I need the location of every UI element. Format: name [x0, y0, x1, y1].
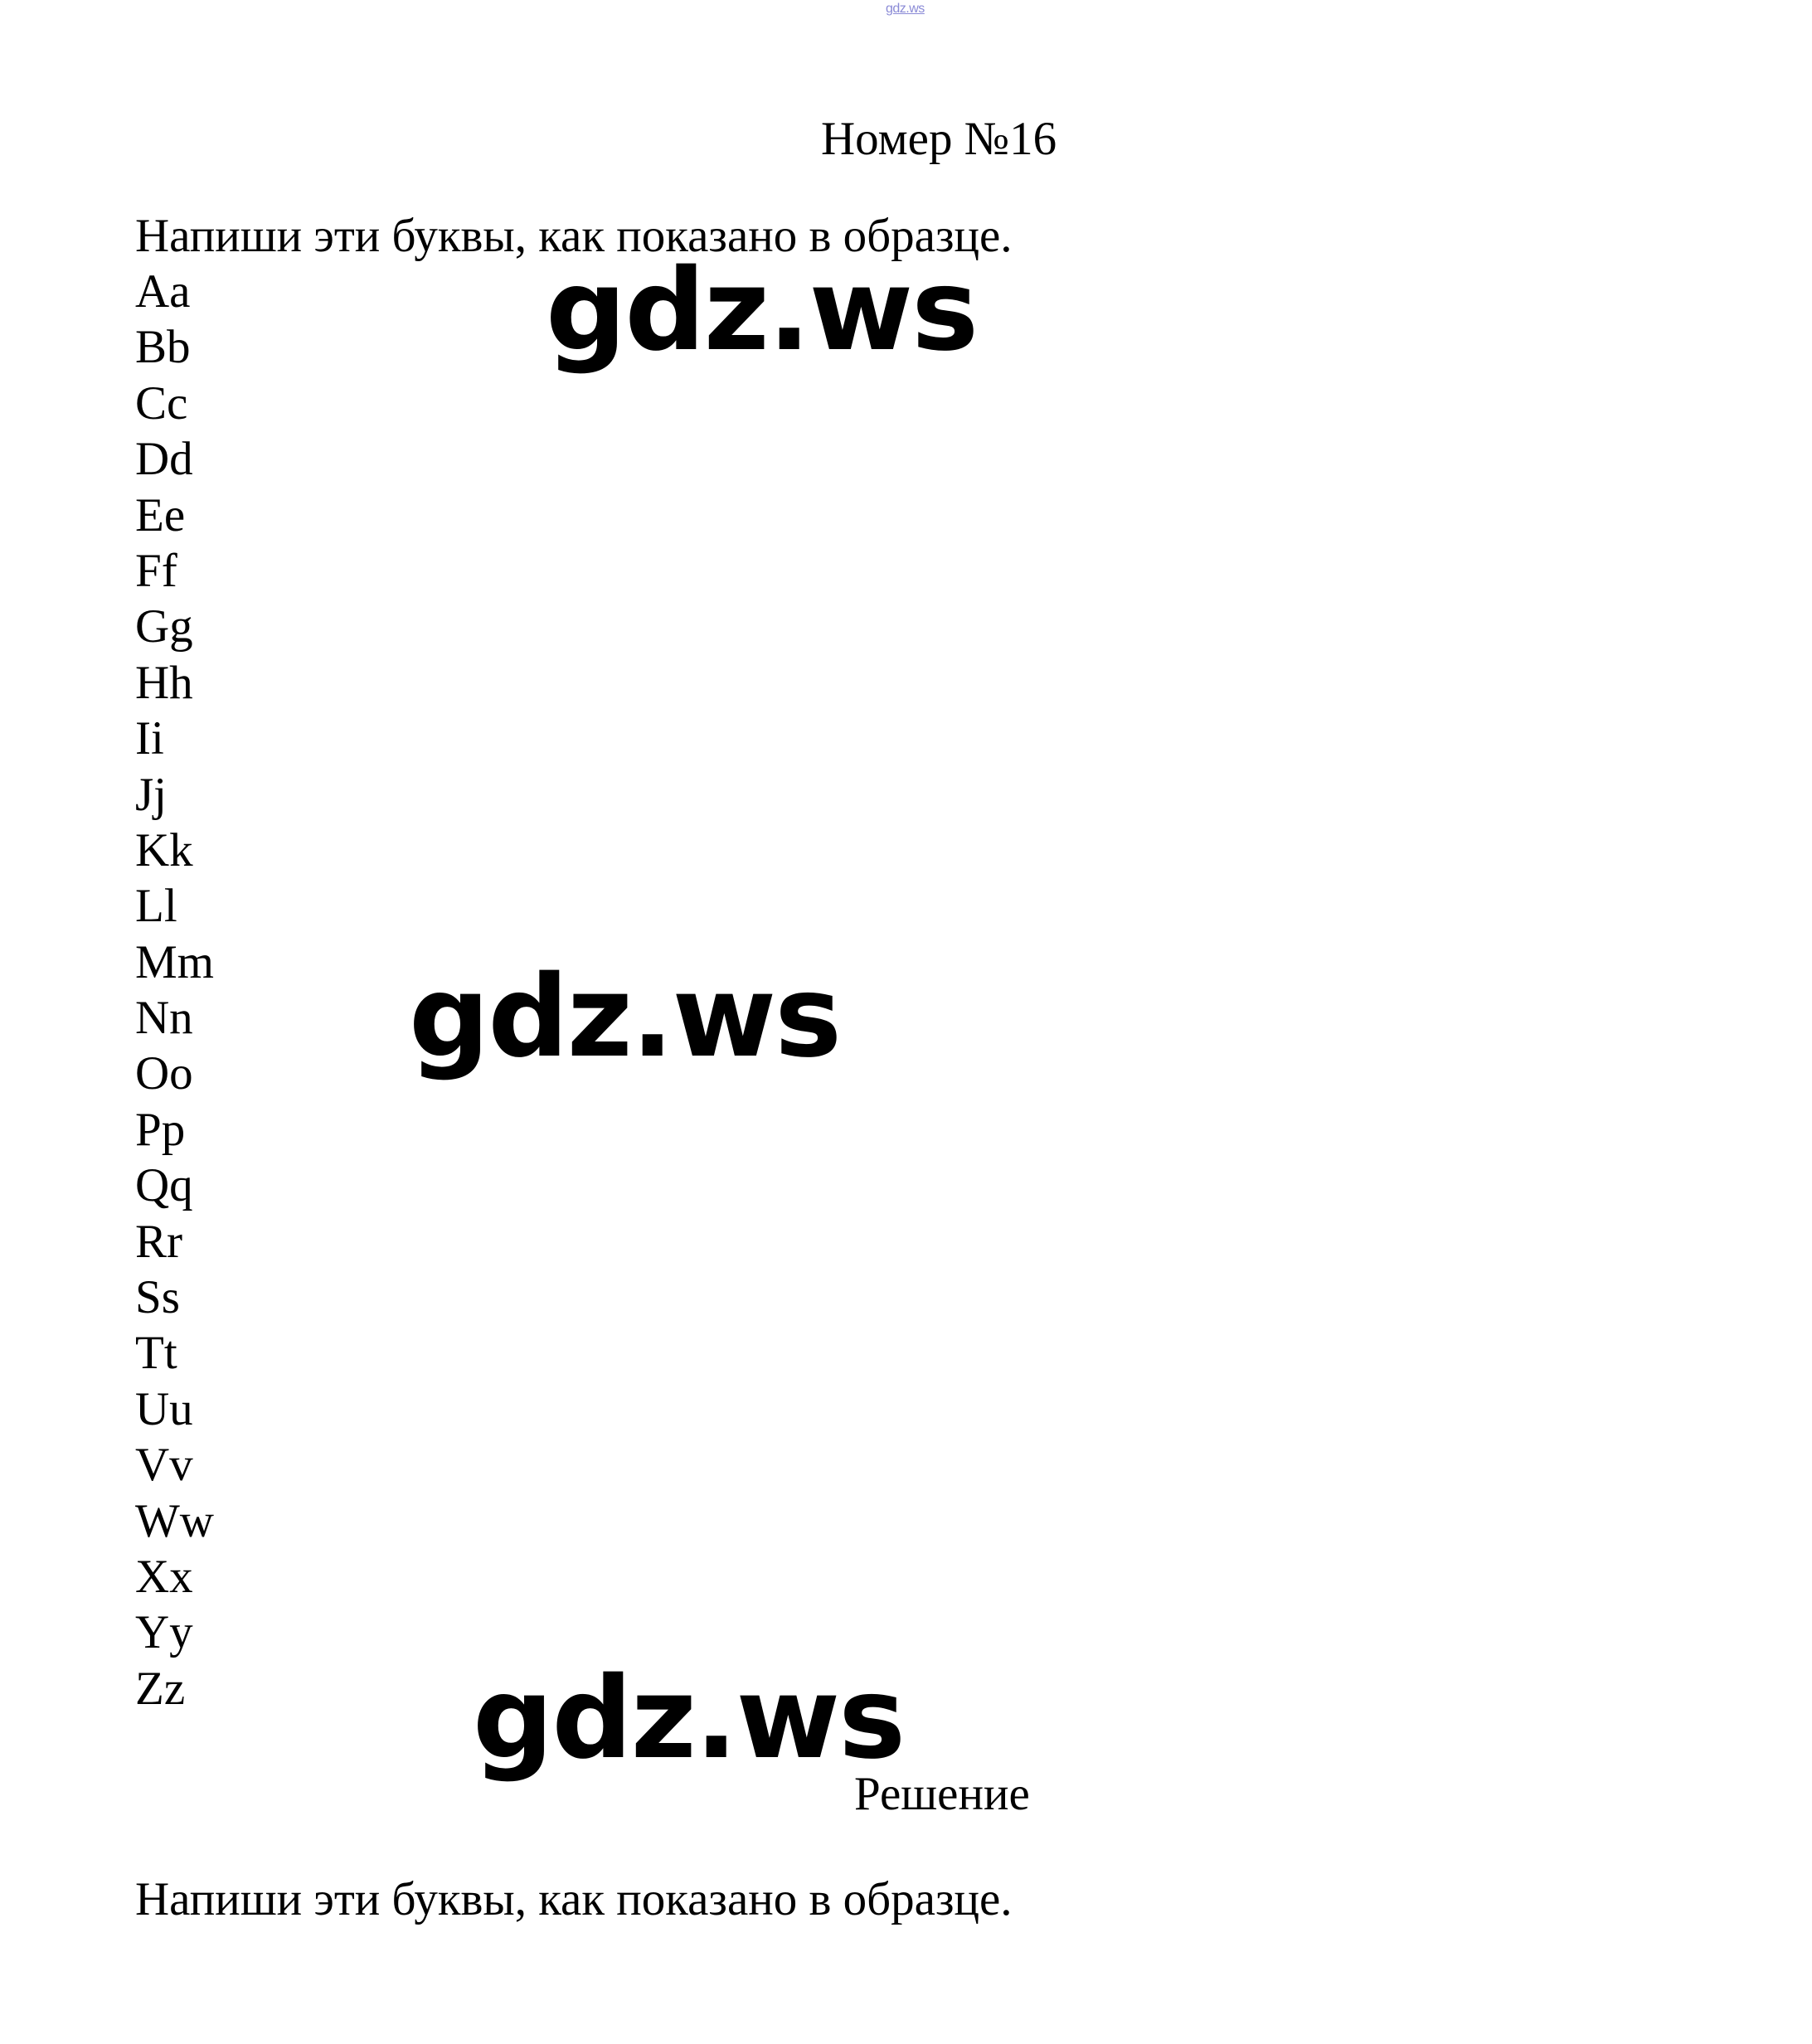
- letter-pair: Ff: [135, 544, 177, 597]
- letter-pair: Vv: [135, 1439, 193, 1492]
- letter-pair: Xx: [135, 1550, 193, 1603]
- letter-pair: Hh: [135, 656, 193, 709]
- watermark: gdz.ws: [473, 1653, 905, 1784]
- letter-pair: Uu: [135, 1382, 193, 1435]
- letter-pair: Zz: [135, 1662, 186, 1715]
- letter-pair: Dd: [135, 433, 193, 486]
- letter-pair: Mm: [135, 935, 215, 988]
- letter-pair: Tt: [135, 1327, 177, 1380]
- solution-instruction: Напиши эти буквы, как показано в образце.: [135, 1873, 1013, 1925]
- letter-pair: Ee: [135, 488, 186, 541]
- letter-pair: Gg: [135, 600, 193, 653]
- letter-pair: Nn: [135, 992, 193, 1045]
- letter-list: [135, 264, 214, 1716]
- letter-pair: Pp: [135, 1103, 186, 1156]
- page-title: Номер №16: [821, 113, 1057, 165]
- solution-heading: Решение: [854, 1768, 1030, 1820]
- letter-pair: Jj: [135, 768, 168, 821]
- watermark: gdz.ws: [546, 245, 978, 376]
- task-instruction: Напиши эти буквы, как показано в образце.: [135, 210, 1013, 262]
- letter-pair: Aa: [135, 265, 191, 318]
- top-site-mark: gdz.ws: [886, 2, 925, 16]
- letter-pair: Ll: [135, 880, 177, 933]
- letter-pair: Cc: [135, 376, 188, 430]
- letter-pair: Ww: [135, 1494, 214, 1547]
- letter-pair: Ii: [135, 712, 164, 765]
- letter-pair: Qq: [135, 1159, 193, 1212]
- letter-pair: Kk: [135, 823, 193, 876]
- letter-pair: Ss: [135, 1271, 180, 1324]
- letter-pair: Rr: [135, 1215, 182, 1268]
- letter-pair: Bb: [135, 321, 191, 374]
- watermark: gdz.ws: [409, 952, 841, 1083]
- letter-pair: Yy: [135, 1606, 193, 1659]
- letter-pair: Oo: [135, 1047, 193, 1100]
